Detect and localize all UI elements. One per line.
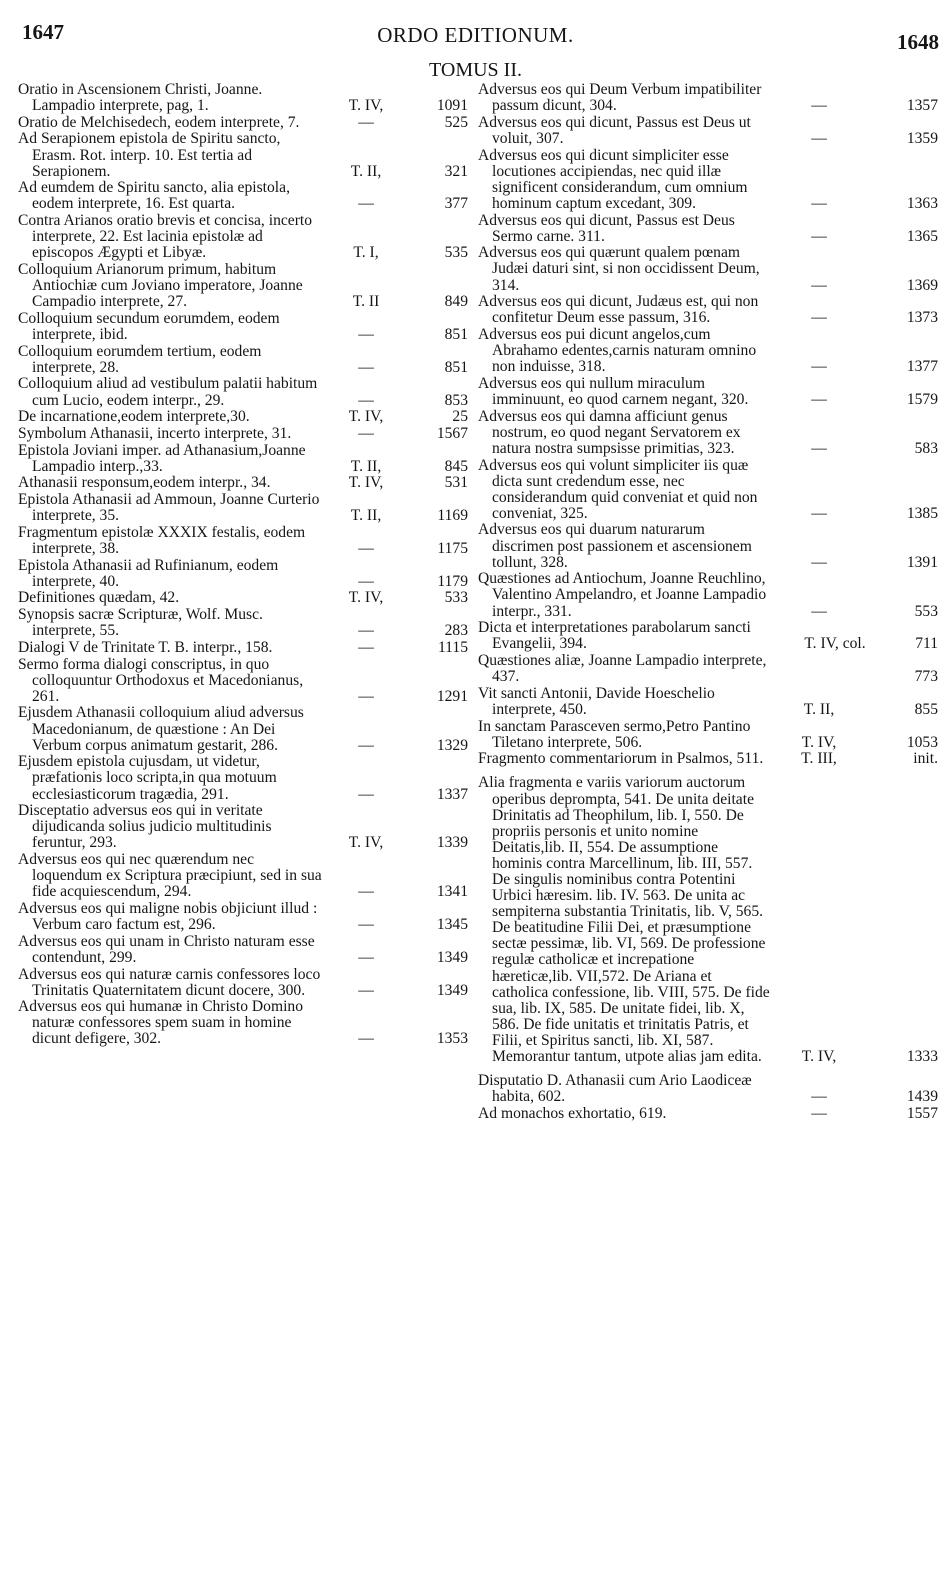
index-entry xyxy=(478,751,938,767)
entry-volume: — xyxy=(358,687,374,705)
entry-volume: T. III, xyxy=(801,750,837,768)
entry-column: 1345 xyxy=(436,916,468,934)
entry-volume: — xyxy=(358,424,374,442)
entry-column: init. xyxy=(913,750,938,768)
entry-title: Ad Serapionem epistola de Spiritu sancto, Erasm. Rot. interp. 10. Est tertia ad Serapionem. xyxy=(18,130,281,180)
entry-column: 1365 xyxy=(906,227,938,245)
index-entry xyxy=(478,213,938,245)
entry-column: 1557 xyxy=(906,1104,938,1122)
entry-column: 525 xyxy=(444,113,468,131)
entry-title: Oratio de Melchisedech, eodem interprete, 7. xyxy=(18,113,300,131)
entry-volume: T. II, xyxy=(350,507,382,525)
index-entry xyxy=(18,409,468,425)
index-entry xyxy=(478,571,938,619)
entry-title: Definitiones quædam, 42. xyxy=(18,589,180,607)
index-entry xyxy=(18,82,468,114)
index-entry xyxy=(18,901,468,933)
entry-column: 845 xyxy=(444,457,468,475)
index-entry xyxy=(478,148,938,212)
entry-column: 283 xyxy=(444,622,468,640)
entry-title: Adversus eos qui humanæ in Christo Domino naturæ confessores spem suam in homine dicunt defigere, 302. xyxy=(18,998,304,1048)
index-entry xyxy=(478,775,938,1065)
entry-volume: — xyxy=(358,981,374,999)
entry-title: Vit sancti Antonii, Davide Hoeschelio interprete, 450. xyxy=(478,684,715,718)
entry-column: 1115 xyxy=(437,638,468,656)
entry-volume: — xyxy=(358,736,374,754)
entry-volume: — xyxy=(358,622,374,640)
entry-title: Ejusdem Athanasii colloquium aliud adversus Macedonianum, de quæstione : An Dei Verbum corpus animatum gestarit, 286. xyxy=(18,704,304,754)
entry-title: Colloquium eorumdem tertium, eodem interprete, 28. xyxy=(18,342,262,376)
entry-title: Adversus eos qui quærunt qualem pœnam Judæi daturi sint, si non occidissent Deum, 314. xyxy=(478,244,760,294)
index-entry xyxy=(18,262,468,310)
entry-column: 1175 xyxy=(437,539,468,557)
index-entry xyxy=(18,180,468,212)
index-entry xyxy=(18,852,468,900)
entry-volume: T. IV, xyxy=(348,589,384,607)
entry-column: 1349 xyxy=(436,948,468,966)
entry-volume: — xyxy=(811,97,827,115)
index-entry xyxy=(18,311,468,343)
index-entry xyxy=(18,590,468,606)
index-entry xyxy=(478,327,938,375)
entry-volume: — xyxy=(811,358,827,376)
entry-title: Adversus eos qui naturæ carnis confessores loco Trinitatis Quaternitatem dicunt docere, 300. xyxy=(18,965,321,999)
entry-column: 1339 xyxy=(436,834,468,852)
entry-title: Adversus eos pui dicunt angelos,cum Abrahamo edentes,carnis naturam omnino non induisse, 318. xyxy=(478,325,757,376)
entry-volume: — xyxy=(811,309,827,327)
entry-column: 851 xyxy=(444,325,468,343)
entry-column: 1363 xyxy=(906,194,938,212)
index-entry xyxy=(478,376,938,408)
entry-volume: — xyxy=(811,1104,827,1122)
entry-column: 849 xyxy=(444,293,468,311)
entry-column: 535 xyxy=(444,244,468,262)
entry-title: Adversus eos qui unam in Christo naturam esse contendunt, 299. xyxy=(18,932,315,966)
entry-column: 321 xyxy=(444,162,468,180)
entry-title: Colloquium aliud ad vestibulum palatii habitum cum Lucio, eodem interpr., 29. xyxy=(18,375,318,409)
entry-column: 1333 xyxy=(906,1048,938,1066)
entry-column: 533 xyxy=(444,589,468,607)
entry-volume: — xyxy=(358,916,374,934)
entry-title: Quæstiones ad Antiochum, Joanne Reuchlino, Valentino Ampelandro, et Joanne Lampadio interpr., 331. xyxy=(478,570,767,620)
page-number-right: 1648 xyxy=(897,30,939,54)
entry-volume: — xyxy=(358,572,374,590)
entry-title: Dialogi V de Trinitate T. B. interpr., 158. xyxy=(18,638,273,656)
index-entry xyxy=(18,131,468,179)
index-entry xyxy=(478,294,938,326)
right-column xyxy=(478,82,938,1123)
entry-title: Ejusdem epistola cujusdam, ut videtur, præfationis loco scripta,in qua motuum ecclesiasticorum tragædia, 291. xyxy=(18,753,277,803)
entry-column: 25 xyxy=(452,408,468,426)
index-entry xyxy=(478,686,938,718)
entry-column: 1353 xyxy=(436,1030,468,1048)
index-entry xyxy=(478,1073,938,1105)
entry-volume: — xyxy=(811,227,827,245)
entry-title: Oratio in Ascensionem Christi, Joanne. Lampadio interprete, pag, 1. xyxy=(18,81,263,115)
index-entry xyxy=(18,657,468,705)
entry-column: 1377 xyxy=(906,358,938,376)
entry-volume: T. IV, col. xyxy=(804,635,866,653)
entry-volume: — xyxy=(358,948,374,966)
index-entry xyxy=(18,115,468,131)
index-entry xyxy=(18,213,468,261)
index-entry xyxy=(18,705,468,753)
index-entry xyxy=(18,426,468,442)
entry-title: Adversus eos qui dicunt, Judæus est, qui non confitetur Deum esse passum, 316. xyxy=(478,293,759,327)
entry-column: 1341 xyxy=(436,883,468,901)
entry-volume: T. I, xyxy=(353,244,379,262)
index-entry xyxy=(18,558,468,590)
entry-title: Adversus eos qui dicunt, Passus est Deus Sermo carne. 311. xyxy=(478,211,735,245)
entry-title: Epistola Athanasii ad Ammoun, Joanne Curterio interprete, 35. xyxy=(18,491,320,525)
entry-volume: T. IV, xyxy=(348,834,384,852)
left-column xyxy=(18,82,468,1048)
index-entry xyxy=(18,443,468,475)
entry-title: Adversus eos qui duarum naturarum discrimen post passionem et ascensionem tollunt, 328. xyxy=(478,521,752,571)
entry-volume: — xyxy=(358,539,374,557)
index-entry xyxy=(18,525,468,557)
entry-title: Quæstiones aliæ, Joanne Lampadio interprete, 437. xyxy=(478,652,767,686)
entry-column: 1567 xyxy=(436,424,468,442)
entry-volume: T. IV, xyxy=(801,1048,837,1066)
entry-volume: T. II xyxy=(352,293,380,311)
entry-column: 1391 xyxy=(906,553,938,571)
entry-column: 553 xyxy=(914,602,938,620)
entry-column: 1369 xyxy=(906,276,938,294)
entry-volume: — xyxy=(811,194,827,212)
index-entry xyxy=(478,458,938,522)
entry-title: Alia fragmenta e variis variorum auctorum operibus deprompta, 541. De unita deitate Drinitatis ad Theophilum, lib. I, 550. De propriis personis et unito nomine Deitatis,lib. II, 554. De assumptione hominis contra Marcellinum, lib. III, 557. De singulis nominibus contra Potentini Urbici hæresim. lib. IV. 563. De unita ac sempiterna substantia Trinitatis, lib. V, 565. De beatitudine Filii Dei, et præsumptione sectæ pessimæ, lib. VI, 569. De professione regulæ catholicæ et increpatione hæreticæ,lib. VII,572. De Ariana et catholica confessione, lib. VIII, 575. De fide sua, lib. IX, 585. De unitate fidei, lib. X, 586. De fide unitatis et trinitatis Patris, et Filii, et Spiritus sancti, lib. XI, 587. Memorantur tantum, utpote alias jam edita. xyxy=(478,774,770,1066)
index-entry xyxy=(18,754,468,802)
index-entry xyxy=(478,620,938,652)
entry-title: In sanctam Parasceven sermo,Petro Pantino Tiletano interprete, 506. xyxy=(478,717,751,751)
index-entry xyxy=(18,803,468,851)
entry-column: 1357 xyxy=(906,97,938,115)
entry-volume: — xyxy=(358,113,374,131)
entry-column: 1349 xyxy=(436,981,468,999)
entry-column: 1091 xyxy=(436,97,468,115)
entry-title: Adversus eos qui Deum Verbum impatibiliter passum dicunt, 304. xyxy=(478,81,762,115)
entry-column: 1439 xyxy=(906,1088,938,1106)
entry-volume: — xyxy=(811,1088,827,1106)
entry-volume: T. IV, xyxy=(348,408,384,426)
index-entry xyxy=(478,719,938,751)
entry-volume: — xyxy=(358,785,374,803)
entry-volume: — xyxy=(358,638,374,656)
entry-title: Colloquium secundum eorumdem, eodem interprete, ibid. xyxy=(18,309,280,343)
entry-column: 377 xyxy=(444,195,468,213)
entry-volume: — xyxy=(358,358,374,376)
index-entry xyxy=(478,82,938,114)
entry-volume: — xyxy=(811,553,827,571)
entry-title: Adversus eos qui nec quærendum nec loquendum ex Scriptura præcipiunt, sed in sua fide acquiescendum, 294. xyxy=(18,851,322,901)
index-entry xyxy=(18,999,468,1047)
volume-heading: TOMUS II. xyxy=(429,59,522,81)
entry-volume: T. II, xyxy=(350,457,382,475)
entry-volume: — xyxy=(811,439,827,457)
entry-volume: T. IV, xyxy=(801,733,837,751)
index-entry xyxy=(18,344,468,376)
entry-volume: T. II, xyxy=(350,162,382,180)
entry-volume: — xyxy=(358,391,374,409)
entry-title: Adversus eos qui dicunt simpliciter esse locutiones accipiendas, nec quid illæ significent considerandum, cum omnium hominum captum excedant, 309. xyxy=(478,146,748,212)
index-entry xyxy=(18,475,468,491)
entry-volume: — xyxy=(811,129,827,147)
entry-column: 531 xyxy=(444,474,468,492)
entry-volume: — xyxy=(811,276,827,294)
entry-column: 1337 xyxy=(436,785,468,803)
entry-volume: — xyxy=(358,325,374,343)
index-entry xyxy=(18,607,468,639)
entry-volume: T. IV, xyxy=(348,97,384,115)
index-entry xyxy=(478,409,938,457)
index-entry xyxy=(18,640,468,656)
index-entry xyxy=(478,115,938,147)
entry-title: Dicta et interpretationes parabolarum sancti Evangelii, 394. xyxy=(478,619,751,653)
entry-column: 1579 xyxy=(906,390,938,408)
entry-column: 1359 xyxy=(906,129,938,147)
entry-title: Symbolum Athanasii, incerto interprete, 31. xyxy=(18,424,292,442)
page-number-left: 1647 xyxy=(22,20,64,44)
entry-title: Athanasii responsum,eodem interpr., 34. xyxy=(18,474,271,492)
entry-column: 1169 xyxy=(437,507,468,525)
entry-column: 1329 xyxy=(436,736,468,754)
entry-volume: — xyxy=(358,195,374,213)
entry-title: Adversus eos qui dicunt, Passus est Deus ut voluit, 307. xyxy=(478,113,751,147)
entry-column: 1385 xyxy=(906,504,938,522)
index-entry xyxy=(18,934,468,966)
entry-column: 711 xyxy=(915,635,938,653)
entry-volume: — xyxy=(358,883,374,901)
entry-title: Epistola Athanasii ad Rufinianum, eodem interprete, 40. xyxy=(18,556,279,590)
index-entry xyxy=(478,1106,938,1122)
entry-title: Ad eumdem de Spiritu sancto, alia epistola, eodem interprete, 16. Est quarta. xyxy=(18,179,290,213)
entry-title: Adversus eos qui damna afficiunt genus nostrum, eo quod negant Servatorem ex natura nostra sumpsisse primitias, 323. xyxy=(478,407,741,457)
entry-column: 583 xyxy=(914,439,938,457)
entry-column: 1373 xyxy=(906,309,938,327)
entry-column: 853 xyxy=(444,391,468,409)
entry-column: 1291 xyxy=(436,687,468,705)
entry-volume: — xyxy=(811,602,827,620)
entry-title: De incarnatione,eodem interprete,30. xyxy=(18,408,250,426)
entry-volume: — xyxy=(811,390,827,408)
entry-title: Adversus eos qui volunt simpliciter iis quæ dicta sunt credendum esse, nec considerandum quid conveniat et quid non conveniat, 325. xyxy=(478,456,758,522)
index-entry xyxy=(18,967,468,999)
entry-column: 855 xyxy=(914,700,938,718)
index-entry xyxy=(18,492,468,524)
entry-title: Colloquium Arianorum primum, habitum Antiochiæ cum Joviano imperatore, Joanne Campadio interprete, 27. xyxy=(18,261,303,311)
index-entry xyxy=(478,245,938,293)
entry-title: Ad monachos exhortatio, 619. xyxy=(478,1104,667,1122)
entry-title: Disputatio D. Athanasii cum Ario Laodiceæ habita, 602. xyxy=(478,1072,752,1106)
entry-title: Sermo forma dialogi conscriptus, in quo colloquuntur Orthodoxus et Macedonianus, 261. xyxy=(18,655,304,705)
entry-column: 1053 xyxy=(906,733,938,751)
entry-volume: — xyxy=(358,1030,374,1048)
index-entry xyxy=(478,653,938,685)
entry-title: Disceptatio adversus eos qui in veritate dijudicanda solius judicio multitudinis feruntur, 293. xyxy=(18,802,272,852)
index-entry xyxy=(18,376,468,408)
entry-column: 1179 xyxy=(437,572,468,590)
entry-title: Contra Arianos oratio brevis et concisa, incerto interprete, 22. Est lacinia epistolæ ad episcopos Ægypti et Libyæ. xyxy=(18,212,313,262)
entry-column: 851 xyxy=(444,358,468,376)
entry-title: Synopsis sacræ Scripturæ, Wolf. Musc. interprete, 55. xyxy=(18,606,263,640)
page-title: ORDO EDITIONUM. xyxy=(377,23,574,47)
index-entry xyxy=(478,522,938,570)
entry-title: Fragmento commentariorum in Psalmos, 511. xyxy=(478,750,764,768)
entry-title: Adversus eos qui nullum miraculum imminuunt, eo quod carnem negant, 320. xyxy=(478,374,749,408)
entry-title: Adversus eos qui maligne nobis objiciunt illud : Verbum caro factum est, 296. xyxy=(18,899,318,934)
entry-volume: — xyxy=(811,504,827,522)
entry-column: 773 xyxy=(914,668,938,686)
entry-title: Fragmentum epistolæ XXXIX festalis, eodem interprete, 38. xyxy=(18,523,306,557)
entry-volume: T. II, xyxy=(803,700,835,718)
entry-title: Epistola Joviani imper. ad Athanasium,Joanne Lampadio interp.,33. xyxy=(18,441,306,475)
entry-volume: T. IV, xyxy=(348,474,384,492)
